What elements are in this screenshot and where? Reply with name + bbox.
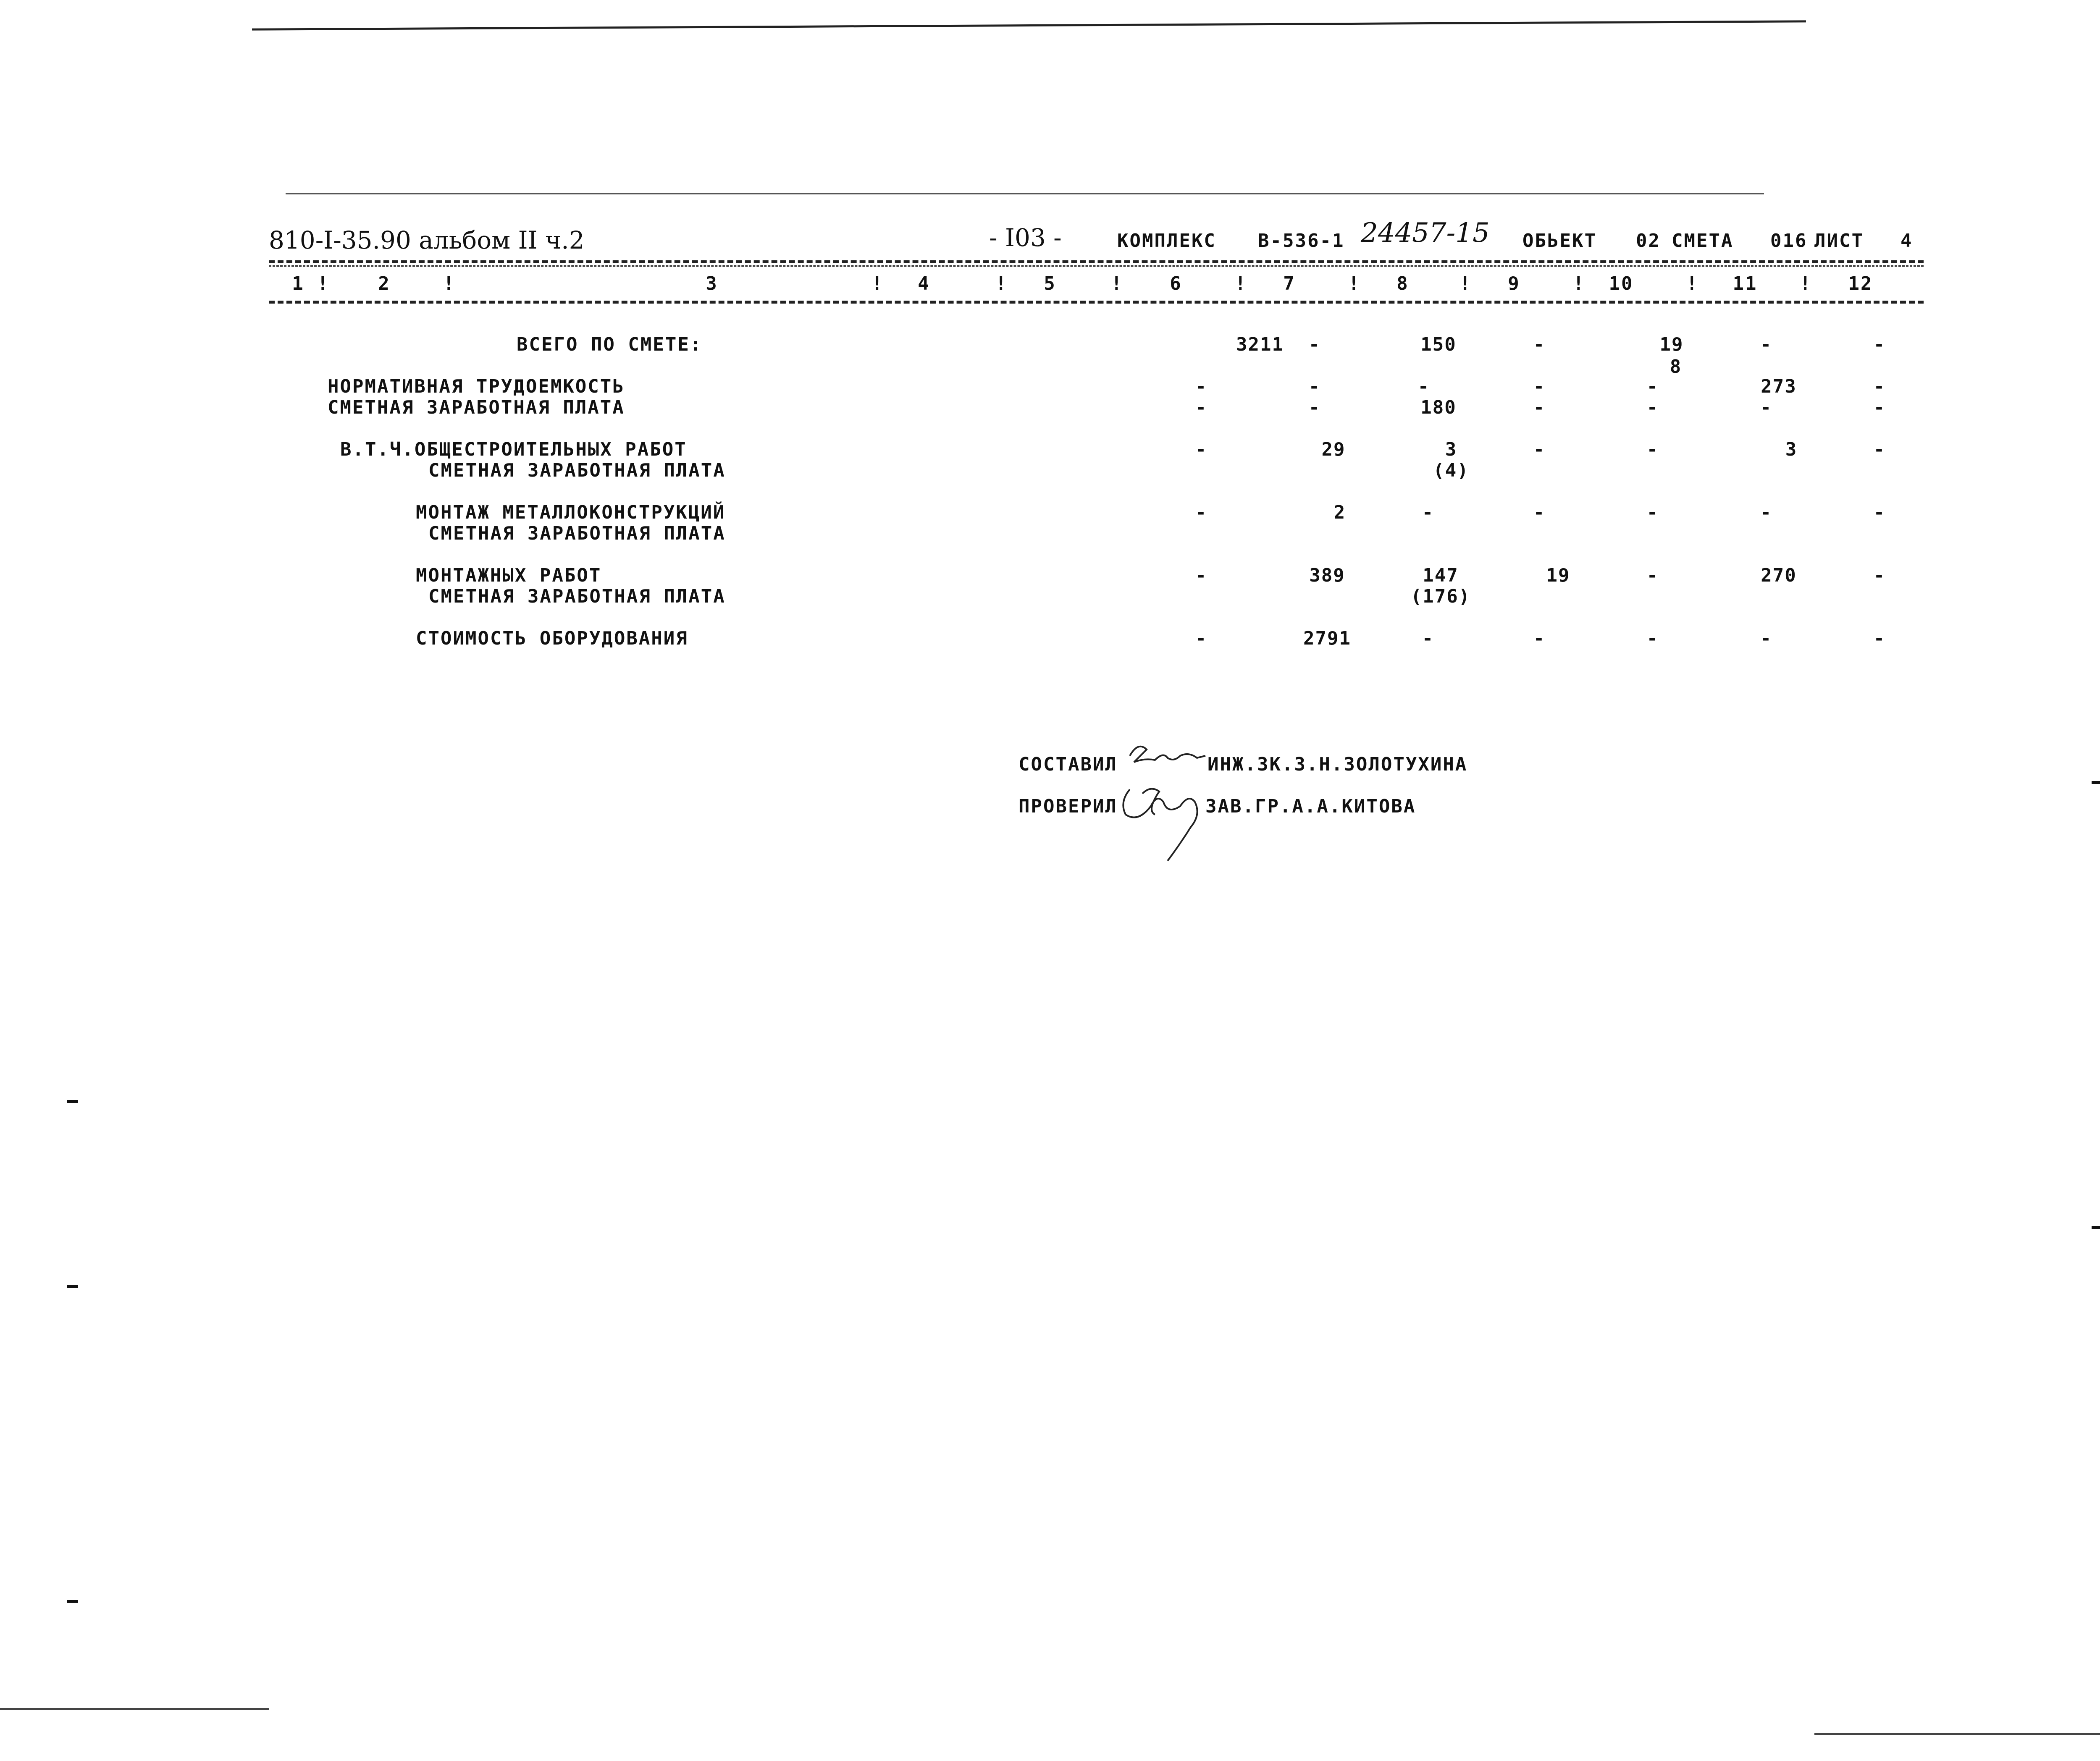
top-rule [252,20,1806,30]
margin-tick [67,1285,78,1288]
col-sep: ! [443,273,456,294]
row-equipment-c7: 2791 [1303,628,1351,649]
row-install-label: МОНТАЖНЫХ РАБОТ [416,565,602,586]
sheet-label: ЛИСТ [1814,230,1864,252]
row-total-label: ВСЕГО ПО СМЕТЕ: [517,334,703,355]
row-general-c10: - [1646,439,1659,460]
page-marker: - I03 - [989,223,1062,252]
row-labor-c6: - [1195,376,1208,397]
row-labor-c11: 273 [1761,376,1797,397]
row-equipment-c6: - [1195,628,1208,649]
row-equipment-c10: - [1646,628,1659,649]
row-steel-sub: СМЕТНАЯ ЗАРАБОТНАЯ ПЛАТА [428,523,726,544]
row-steel-c12: - [1873,502,1886,523]
col-6: 6 [1170,273,1182,294]
col-sep: ! [1800,273,1812,294]
col-7: 7 [1283,273,1296,294]
row-total-c12: - [1873,334,1886,355]
row-labor-c9: - [1533,376,1546,397]
col-2: 2 [378,273,391,294]
row-general-c12: - [1873,439,1886,460]
row-install-c9: 19 [1546,565,1570,586]
row-wage-c9: - [1533,397,1546,418]
row-total-c8b: 150 [1420,334,1457,355]
upper-rule [286,193,1764,194]
margin-tick [67,1600,78,1603]
col-sep: ! [1686,273,1699,294]
col-sep: ! [1111,273,1124,294]
margin-tick [2092,781,2100,784]
row-steel-c11: - [1760,502,1772,523]
col-3: 3 [706,273,718,294]
col-sep: ! [872,273,884,294]
row-steel-c8: - [1422,502,1434,523]
bottom-rule-left [0,1708,269,1710]
col-4: 4 [918,273,930,294]
compiled-label: СОСТАВИЛ [1018,754,1118,775]
row-equipment-c9: - [1533,628,1546,649]
row-equipment-label: СТОИМОСТЬ ОБОРУДОВАНИЯ [416,628,688,649]
col-8: 8 [1396,273,1409,294]
row-general-c6: - [1195,439,1208,460]
complex-code: В-536-1 [1258,230,1345,252]
doc-code: 810-I-35.90 альбом II ч.2 [269,226,585,254]
row-steel-c6: - [1195,502,1208,523]
smeta-number: 016 [1770,230,1808,252]
bottom-rule-right [1814,1733,2100,1735]
row-wage-c7: - [1308,397,1321,418]
row-install-c8sub: (176) [1410,586,1471,607]
row-labor-c8: - [1418,376,1430,397]
object-number: 02 [1636,230,1661,252]
row-equipment-c8: - [1422,628,1434,649]
row-general-c11: 3 [1785,439,1798,460]
row-total-c8: - [1308,334,1321,355]
row-install-c11: 270 [1761,565,1797,586]
row-general-c8sub: (4) [1433,460,1469,481]
row-wage-c11: - [1760,397,1772,418]
row-steel-c9: - [1533,502,1546,523]
row-steel-label: МОНТАЖ МЕТАЛЛОКОНСТРУКЦИЙ [416,502,726,523]
row-general-c9: - [1533,439,1546,460]
col-sep: ! [1348,273,1361,294]
row-install-c10: - [1646,565,1659,586]
col-10: 10 [1609,273,1634,294]
complex-label: КОМПЛЕКС [1117,230,1216,252]
row-install-c8: 147 [1423,565,1459,586]
margin-tick [2092,1226,2100,1229]
col-sep: ! [1573,273,1586,294]
compiled-signature-icon [1126,739,1210,777]
header-dash-bottom [269,301,1924,304]
col-5: 5 [1044,273,1056,294]
row-steel-c10: - [1646,502,1659,523]
row-steel-c7: 2 [1334,502,1346,523]
row-install-sub: СМЕТНАЯ ЗАРАБОТНАЯ ПЛАТА [428,586,726,607]
row-equipment-c12: - [1873,628,1886,649]
header-dash-mid [269,265,1924,267]
col-9: 9 [1508,273,1520,294]
row-install-c12: - [1873,565,1886,586]
col-sep: ! [317,273,330,294]
row-wage-c10: - [1646,397,1659,418]
col-sep: ! [1235,273,1247,294]
complex-handwritten: 24457-15 [1361,218,1490,249]
checked-signature-icon [1117,777,1214,869]
row-labor-c12: - [1873,376,1886,397]
row-general-label: В.Т.Ч.ОБЩЕСТРОИТЕЛЬНЫХ РАБОТ [340,439,687,460]
row-install-c6: - [1195,565,1208,586]
smeta-label: СМЕТА [1672,230,1734,252]
row-labor-c7: - [1308,376,1321,397]
checked-label: ПРОВЕРИЛ [1018,796,1118,817]
row-labor-c10: - [1646,376,1659,397]
row-general-c8: 3 [1445,439,1457,460]
row-general-sub: СМЕТНАЯ ЗАРАБОТНАЯ ПЛАТА [428,460,726,481]
margin-tick [67,1100,78,1103]
col-11: 11 [1732,273,1758,294]
row-wage-c12: - [1873,397,1886,418]
row-total-c9: - [1533,334,1546,355]
row-labor-label: НОРМАТИВНАЯ ТРУДОЕМКОСТЬ [328,376,625,397]
sheet-number: 4 [1900,230,1913,252]
col-sep: ! [995,273,1008,294]
row-total-c10: 19 [1659,334,1684,355]
row-equipment-c11: - [1760,628,1772,649]
row-total-c11: - [1760,334,1772,355]
col-12: 12 [1848,273,1873,294]
header-dash-top [269,260,1924,263]
row-wage-c8: 180 [1420,397,1457,418]
col-1: 1 [292,273,304,294]
object-label: ОБЬЕКТ [1522,230,1597,252]
row-general-c7: 29 [1321,439,1346,460]
col-sep: ! [1460,273,1472,294]
row-wage-c6: - [1195,397,1208,418]
row-total-c10b: 8 [1670,356,1682,377]
row-install-c7: 389 [1309,565,1345,586]
row-total-c7: 3211 [1236,334,1284,355]
row-wage-label: СМЕТНАЯ ЗАРАБОТНАЯ ПЛАТА [328,397,625,418]
compiled-name: ИНЖ.3К.З.Н.ЗОЛОТУХИНА [1208,754,1468,775]
checked-name: ЗАВ.ГР.А.А.КИТОВА [1205,796,1416,817]
